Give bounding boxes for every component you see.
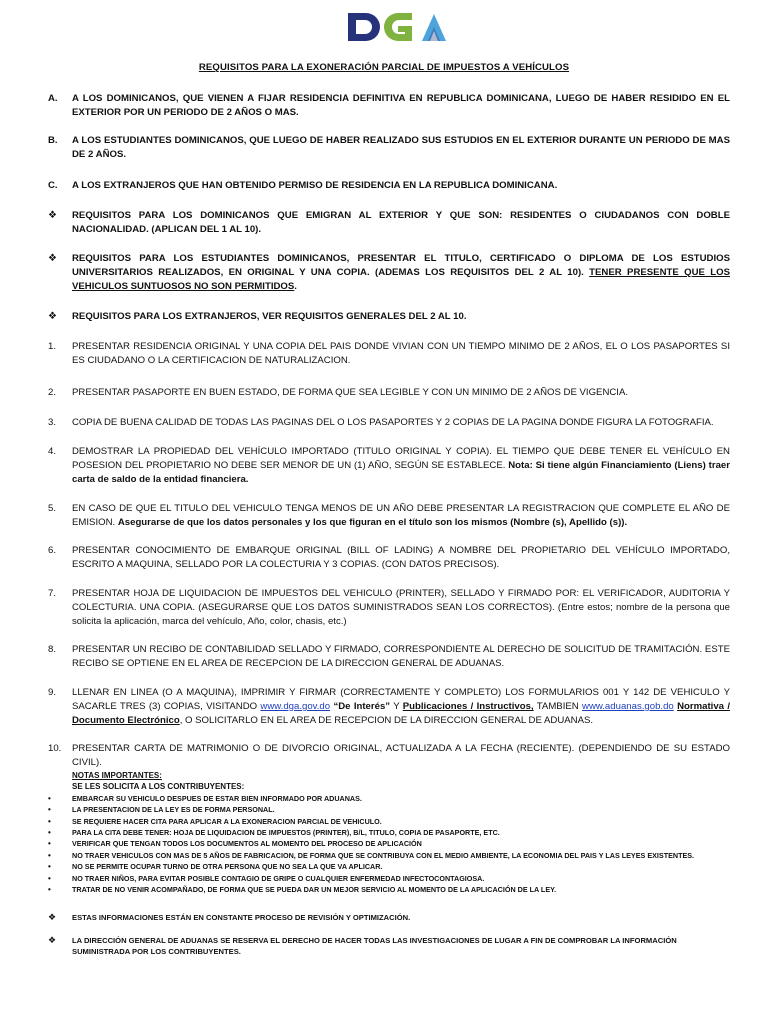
requirement-bullet-foreigners bbox=[0, 310, 768, 324]
page-title: REQUISITOS PARA LA EXONERACIÓN PARCIAL DE IMPUESTOS A VEHÍCULOS bbox=[198, 62, 570, 73]
note-item bbox=[0, 804, 768, 815]
dga-logo-mark bbox=[346, 10, 452, 44]
diamond-bullet-icon: ❖ bbox=[48, 210, 57, 221]
item-text: PRESENTAR RESIDENCIA ORIGINAL Y UNA COPIA DEL PAIS DONDE VIVIAN CON UN TIEMPO MINIMO DE 2 AÑOS, EL O LOS PASAPORTES SI ES CIUDADANO O LA CERTIFICACION DE NATURALIZACION. bbox=[72, 341, 730, 366]
diamond-bullet-icon: ❖ bbox=[48, 912, 57, 922]
item-text bbox=[72, 502, 730, 530]
item-number: 5. bbox=[48, 503, 57, 514]
bullet-dot-icon: • bbox=[48, 805, 51, 815]
section-mark: C. bbox=[48, 180, 58, 191]
note-text: TRATAR DE NO VENIR ACOMPAÑADO, DE FORMA QUE SE PUEDA DAR UN MEJOR SERVICIO AL MOMENTO DE LA APLICACIÓN DE LA LEY. bbox=[72, 885, 557, 895]
diamond-bullet-icon: ❖ bbox=[48, 311, 57, 322]
item-text-main: EN CASO DE QUE EL TITULO DEL VEHICULO TENGA MENOS DE UN AÑO DEBE PRESENTAR LA REGISTRACION QUE COMPLETE EL AÑO DE EMISION. bbox=[72, 503, 730, 528]
item-number: 9. bbox=[48, 687, 57, 698]
requirement-bullet-students bbox=[0, 252, 768, 294]
item-number: 4. bbox=[48, 446, 57, 457]
item-bold-part: Publicaciones / Instructivos, bbox=[402, 701, 534, 712]
note-text: LA PRESENTACION DE LA LEY ES DE FORMA PERSONAL. bbox=[72, 805, 275, 815]
notes-subheading: SE LES SOLICITA A LOS CONTRIBUYENTES: bbox=[72, 782, 245, 792]
diamond-bullet-icon: ❖ bbox=[48, 253, 57, 264]
requirement-bullet-emigrants bbox=[0, 209, 768, 237]
bullet-text: REQUISITOS PARA LOS EXTRANJEROS, VER REQUISITOS GENERALES DEL 2 AL 10. bbox=[72, 311, 467, 322]
aduanas-website-link[interactable]: www.aduanas.gob.do bbox=[582, 701, 674, 712]
item-text bbox=[72, 686, 730, 728]
requirement-item-8 bbox=[0, 643, 768, 671]
section-a bbox=[0, 92, 768, 120]
note-text: VERIFICAR QUE TENGAN TODOS LOS DOCUMENTOS AL MOMENTO DEL PROCESO DE APLICACIÓN bbox=[72, 839, 422, 849]
footer-note-rights bbox=[0, 935, 768, 958]
note-item bbox=[0, 873, 768, 884]
dga-website-link[interactable]: www.dga.gov.do bbox=[260, 701, 331, 712]
note-item bbox=[0, 861, 768, 872]
note-text: NO SE PERMITE OCUPAR TURNO DE OTRA PERSONA QUE NO SEA LA QUE VA APLICAR. bbox=[72, 862, 383, 872]
item-note: Asegurarse de que los datos personales y los que figuran en el título son los mismos (Nombre (s), Apellido (s)). bbox=[117, 517, 628, 528]
item-text: PRESENTAR HOJA DE LIQUIDACION DE IMPUESTOS DEL VEHICULO (PRINTER), SELLADO Y FIRMADO POR: EL VERIFICADOR, AUDITORIA Y COLECTURIA. UNA COPIA. (ASEGURARSE QUE LOS DATOS SUMINISTRADOS SEAN LOS CORRECTOS). (Entre estos; nombre de la persona que solicita la aplicación, marca del vehículo, Año, color, chasis, etc.) bbox=[72, 588, 730, 627]
item-text-part: Y bbox=[390, 701, 403, 712]
bullet-text bbox=[72, 252, 730, 294]
item-number: 7. bbox=[48, 588, 57, 599]
bullet-dot-icon: • bbox=[48, 793, 51, 803]
requirement-item-6 bbox=[0, 544, 768, 572]
requirement-item-7 bbox=[0, 587, 768, 629]
note-item bbox=[0, 850, 768, 861]
requirement-item-4 bbox=[0, 445, 768, 487]
bullet-text: REQUISITOS PARA LOS DOMINICANOS QUE EMIGRAN AL EXTERIOR Y QUE SON: RESIDENTES O CIUDADANOS CON DOBLE NACIONALIDAD. (APLICAN DEL 1 AL 10). bbox=[72, 210, 730, 235]
note-item bbox=[0, 838, 768, 849]
section-b bbox=[0, 134, 768, 162]
item-number: 2. bbox=[48, 387, 57, 398]
note-text: EMBARCAR SU VEHICULO DESPUES DE ESTAR BIEN INFORMADO POR ADUANAS. bbox=[72, 793, 362, 803]
item-bold-part: Normativa / Documento Electrónico bbox=[72, 701, 730, 726]
item-text-main: DEMOSTRAR LA PROPIEDAD DEL VEHÍCULO IMPORTADO (TITULO ORIGINAL Y COPIA). EL TIEMPO QUE DEBE TENER EL VEHÍCULO EN POSESION DEL PROPIETARIO NO DEBE SER MENOR DE UN (1) AÑO, SEGÚN SE ESTABLECE. bbox=[72, 446, 730, 471]
requirement-item-10 bbox=[0, 742, 768, 770]
requirement-item-9 bbox=[0, 686, 768, 728]
item-number: 3. bbox=[48, 417, 57, 428]
item-number: 10. bbox=[48, 743, 62, 754]
note-item bbox=[0, 827, 768, 838]
section-mark: B. bbox=[48, 135, 58, 146]
note-item bbox=[0, 816, 768, 827]
bullet-dot-icon: • bbox=[48, 885, 51, 895]
requirement-item-5 bbox=[0, 502, 768, 530]
bullet-dot-icon: • bbox=[48, 850, 51, 860]
item-number: 1. bbox=[48, 341, 57, 352]
note-text: PARA LA CITA DEBE TENER: HOJA DE LIQUIDACION DE IMPUESTOS (PRINTER), B/L, TITULO, COPIA DE PASAPORTE, ETC. bbox=[72, 828, 500, 838]
bullet-dot-icon: • bbox=[48, 862, 51, 872]
note-item bbox=[0, 884, 768, 895]
item-text-part: LLENAR EN LINEA (O A MAQUINA), IMPRIMIR Y FIRMAR (CORRECTAMENTE Y COMPLETO) LOS FORMULARIOS 001 Y 142 DE VEHICULO Y SACARLE TRES (3) COPIAS, VISITANDO bbox=[72, 687, 730, 712]
dga-logo bbox=[346, 10, 452, 44]
item-note: Nota: Si tiene algún Financiamiento (Liens) traer carta de saldo de la entidad financiera. bbox=[72, 460, 730, 485]
note-text: NO TRAER VEHICULOS CON MAS DE 5 AÑOS DE FABRICACION, DE FORMA QUE SE CONTRIBUYA CON EL MEDIO AMBIENTE, LA ECONOMIA DEL PAIS Y LAS LEYES EXISTENTES. bbox=[72, 850, 695, 860]
bullet-dot-icon: • bbox=[48, 828, 51, 838]
footer-text: LA DIRECCIÓN GENERAL DE ADUANAS SE RESERVA EL DERECHO DE HACER TODAS LAS INVESTIGACIONES DE LUGAR A FIN DE COMPROBAR LA INFORMACIÓN SUMINISTRADA POR LOS CONTRIBUYENTES. bbox=[72, 936, 677, 957]
item-text bbox=[72, 445, 730, 487]
note-text: NO TRAER NIÑOS, PARA EVITAR POSIBLE CONTAGIO DE GRIPE O CUALQUIER ENFERMEDAD INFECTOCONTAGIOSA. bbox=[72, 873, 485, 883]
item-number: 6. bbox=[48, 545, 57, 556]
important-notes bbox=[0, 770, 768, 895]
notes-heading: NOTAS IMPORTANTES: bbox=[72, 771, 162, 780]
footer-note-revision bbox=[0, 912, 768, 923]
bullet-dot-icon: • bbox=[48, 816, 51, 826]
item-text: PRESENTAR UN RECIBO DE CONTABILIDAD SELLADO Y FIRMADO, CORRESPONDIENTE AL DERECHO DE SOLICITUD DE TRAMITACIÓN. ESTE RECIBO SE OPTIENE EN EL AREA DE RECEPCION DE LA DIRECCION GENERAL DE ADUANAS. bbox=[72, 644, 730, 669]
requirement-item-2 bbox=[0, 386, 768, 400]
section-text: A LOS EXTRANJEROS QUE HAN OBTENIDO PERMISO DE RESIDENCIA EN LA REPUBLICA DOMINICANA. bbox=[72, 180, 558, 191]
diamond-bullet-icon: ❖ bbox=[48, 935, 57, 945]
note-item bbox=[0, 793, 768, 804]
item-bold-part: “De Interés” bbox=[333, 701, 391, 712]
section-mark: A. bbox=[48, 93, 58, 104]
requirement-item-3 bbox=[0, 416, 768, 430]
footer-text: ESTAS INFORMACIONES ESTÁN EN CONSTANTE PROCESO DE REVISIÓN Y OPTIMIZACIÓN. bbox=[72, 913, 411, 922]
bullet-text-main: REQUISITOS PARA LOS ESTUDIANTES DOMINICANOS, PRESENTAR EL TITULO, CERTIFICADO O DIPLOMA DE LOS ESTUDIOS UNIVERSITARIOS REALIZADOS, EN ORIGINAL Y UNA COPIA. (ADEMAS LOS REQUISITOS DEL 2 AL 10). bbox=[72, 253, 730, 278]
item-text: PRESENTAR PASAPORTE EN BUEN ESTADO, DE FORMA QUE SEA LEGIBLE Y CON UN MINIMO DE 2 AÑOS DE VIGENCIA. bbox=[72, 387, 629, 398]
section-text: A LOS ESTUDIANTES DOMINICANOS, QUE LUEGO DE HABER REALIZADO SUS ESTUDIOS EN EL EXTERIOR DURANTE UN PERIODO DE MAS DE 2 AÑOS. bbox=[72, 135, 730, 160]
item-text: PRESENTAR CARTA DE MATRIMONIO O DE DIVORCIO ORIGINAL, ACTUALIZADA A LA FECHA (RECIENTE). (DEPENDIENDO DE SU ESTADO CIVIL). bbox=[72, 743, 730, 768]
item-text: COPIA DE BUENA CALIDAD DE TODAS LAS PAGINAS DEL O LOS PASAPORTES Y 2 COPIAS DE LA PAGINA DONDE FIGURA LA FOTOGRAFIA. bbox=[72, 417, 714, 428]
item-text-part: TAMBIEN bbox=[533, 701, 583, 712]
item-text-part: , O SOLICITARLO EN EL AREA DE RECEPCION DE LA DIRECCION GENERAL DE ADUANAS. bbox=[179, 715, 594, 726]
bullet-text-underlined: TENER PRESENTE QUE LOS VEHICULOS SUNTUOSOS NO SON PERMITIDOS bbox=[72, 267, 730, 292]
requirement-item-1 bbox=[0, 340, 768, 368]
bullet-text-end: . bbox=[294, 281, 297, 292]
section-text: A LOS DOMINICANOS, QUE VIENEN A FIJAR RESIDENCIA DEFINITIVA EN REPUBLICA DOMINICANA, LUEGO DE HABER RESIDIDO EN EL EXTERIOR POR UN PERIODO DE 2 AÑOS O MAS. bbox=[72, 93, 730, 118]
section-c bbox=[0, 179, 768, 193]
note-text: SE REQUIERE HACER CITA PARA APLICAR A LA EXONERACION PARCIAL DE VEHICULO. bbox=[72, 816, 382, 826]
item-number: 8. bbox=[48, 644, 57, 655]
item-text: PRESENTAR CONOCIMIENTO DE EMBARQUE ORIGINAL (BILL OF LADING) A NOMBRE DEL PROPIETARIO DEL VEHÍCULO IMPORTADO, ESCRITO A MAQUINA, SELLADO POR LA COLECTURIA Y 3 COPIAS. (CON DATOS PRECISOS). bbox=[72, 545, 730, 570]
bullet-dot-icon: • bbox=[48, 873, 51, 883]
bullet-dot-icon: • bbox=[48, 839, 51, 849]
